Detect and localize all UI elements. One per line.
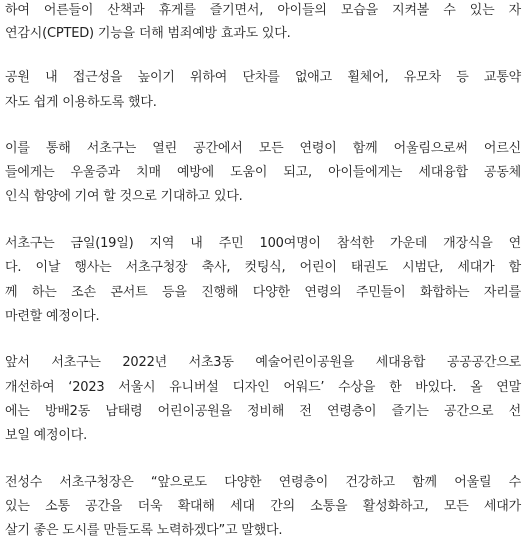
text-line: 께 하는 조손 콘서트 등을 진행해 다양한 연령의 주민들이 화합하는 자리를 <box>5 285 521 300</box>
text-line: 인식 함양에 기여 할 것으로 기대하고 있다. <box>5 189 243 204</box>
text-line: 보일 예정이다. <box>5 428 88 443</box>
text-line: 살기 좋은 도시를 만들도록 노력하겠다”고 말했다. <box>5 523 283 538</box>
text-line: 개선하여 ‘2023 서울시 유니버설 디자인 어워드’ 수상을 한 바있다. 올 연말 <box>5 380 521 395</box>
text-line: 전성수 서초구청장은 “앞으로도 다양한 연령층이 건강하고 함께 어울릴 수 <box>5 475 521 490</box>
text-line: 있는 소통 공간을 더욱 확대해 세대 간의 소통을 활성화하고, 모든 세대가 <box>5 499 521 514</box>
text-line: 이를 통해 서초구는 열린 공간에서 모든 연령이 함께 어울림으로써 어르신 <box>5 141 521 156</box>
text-line: 에는 방배2동 남태령 어린이공원을 정비해 전 연령층이 즐기는 공간으로 선 <box>5 404 521 419</box>
text-line: 연감시(CPTED) 기능을 더해 범죄예방 효과도 있다. <box>5 26 291 41</box>
text-line: 서초구는 금일(19일) 지역 내 주민 100여명이 참석한 가운데 개장식을 연 <box>5 236 521 251</box>
text-line: 하여 어른들이 산책과 휴게를 즐기면서, 아이들의 모습을 지켜볼 수 있는 자 <box>5 3 521 18</box>
text-line: 공원 내 접근성을 높이기 위하여 단차를 없애고 휠체어, 유모차 등 교통약 <box>5 70 521 85</box>
text-line: 들에게는 우울증과 치매 예방에 도움이 되고, 아이들에게는 세대융합 공동체 <box>5 165 521 180</box>
text-line: 마련할 예정이다. <box>5 309 100 324</box>
text-line: 다. 이날 행사는 서초구청장 축사, 컷팅식, 어린이 태권도 시범단, 세대가 함 <box>5 260 521 275</box>
text-line: 자도 쉽게 이용하도록 했다. <box>5 95 157 110</box>
text-line: 앞서 서초구는 2022년 서초3동 예술어린이공원을 세대융합 공공공간으로 <box>5 355 521 370</box>
